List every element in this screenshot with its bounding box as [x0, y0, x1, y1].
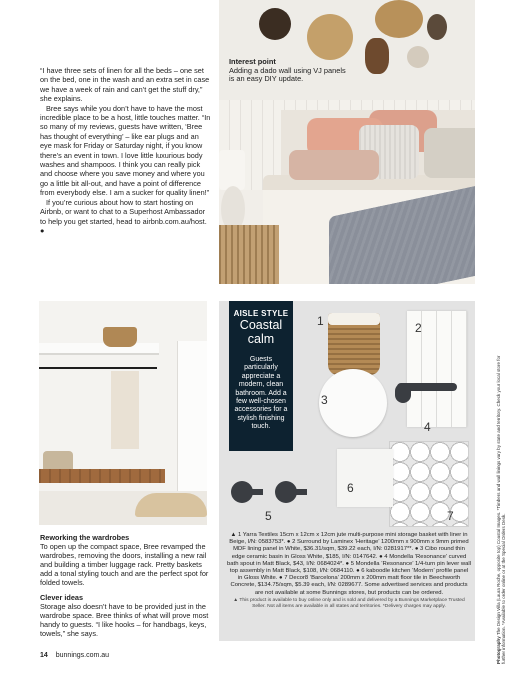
product-number-7: 7: [447, 509, 454, 523]
lamp-shade: [219, 150, 245, 190]
product-ceramic-basin: [319, 369, 387, 437]
product-list-text: ▲ 1 Yarra Textiles 15cm x 12cm x 12cm jute multi-purpose mini storage basket with liner in Beige, I/N: 0583753*. ● 2 Surround by Laminex ‘Heritage’ 1200mm x 900mm x 9mm primed MDF lining panel in White, $36.31/sqm, $39.22 each, I/N: 0281917**. ● 3 Cibo round thin edge ceramic basin in Gloss White, $185, I/N: 0147642. ● 4 Mondella ‘Resonance’ curved bath spout in Matt Black, $43, I/N: 0684024*. ● 5 Mondella ‘Resonance’ 1/4-turn pin lever wall top assembly in Matt Black, $108, I/N: 0684110. ● 6 kaboodle kitchen ‘Modern’ profile panel in Gloss White. ● 7 Decor8 ‘Barcelona’ 200mm x 200mm matt floor tile in Beechworth Concrete, $134.75/sqm, $5.39 each, I/N: 0289677. Some advertised services and products are not available at some Bunnings stores, but products can be ordered.: [227, 532, 472, 596]
wall-basket-1: [259, 8, 291, 40]
storage-caption-text: Storage also doesn’t have to be provided just in the wardrobe space. Bree thinks of what will prove most handy to guests. “I like hooks – for handbags, keys, towels,” she says.: [40, 601, 209, 638]
storage-caption-heading: Clever ideas: [40, 593, 83, 602]
product-wall-top-assembly: [275, 481, 297, 503]
hanging-robe: [111, 371, 139, 449]
aisle-style-label: AISLE STYLE: [233, 309, 289, 318]
photo-credit-text: The Design Villa (Laura Roche, opposite top) Coastal Images. *Timbers and wall linings vary by state and territory. Check your local store for further information. *Available to order online or at the Special Orders Desk.: [496, 355, 507, 664]
product-storage-basket: [328, 313, 380, 375]
page-footer: [40, 652, 109, 659]
article-body: [40, 66, 212, 235]
basket-liner: [328, 313, 380, 325]
wardrobe-caption: [40, 534, 210, 587]
product-wall-top-assembly: [231, 481, 253, 503]
wardrobe-photo: [39, 301, 207, 525]
wall-basket-6: [427, 14, 447, 40]
bedroom-photo: [219, 0, 475, 284]
product-floor-tile: [389, 441, 469, 527]
article-paragraph-1: “I have three sets of linen for all the beds – one set on the bed, one in the wash and an extra set in case we have a week of rain and can’t get the stuff dry,” she explains.: [40, 66, 210, 104]
interest-point-caption: [229, 58, 349, 84]
pillow: [289, 150, 379, 180]
aisle-style-panel: [219, 301, 475, 641]
pillow: [424, 128, 475, 178]
product-list: [227, 532, 471, 610]
shelf-basket: [103, 327, 137, 347]
product-profile-panel: [337, 449, 393, 507]
aisle-title-line-1: Coastal: [239, 318, 283, 332]
storage-caption: [40, 594, 210, 639]
timber-luggage-rack: [39, 469, 165, 483]
article-paragraph-2: Bree says while you don’t have to have the most incredible place to be a host, little touches matter. “In so many of my reviews, guests have written, ‘Bree has thought of everything’ – like ear plugs and an eye mask for Friday or Saturday night, if you know there’s an event in town. I love little luxurious body washes and shampoos. I think you can really pick and choose where you save money and where you go a little bit all-out, and have a point of difference from everybody else. I am a sucker for quality linen!”: [40, 103, 211, 198]
wardrobe-caption-text: To open up the compact space, Bree revamped the wardrobes, removing the doors, installing a new rail and building a timber luggage rack. Pretty baskets add a tonal styling touch and are the perfect spot for folded towels.: [40, 541, 209, 587]
floor-basket: [135, 493, 207, 517]
interest-point-heading: Interest point: [229, 57, 276, 66]
marketplace-note: ▲ This product is available to buy online only and is sold and delivered by a Bunnings Marketplace Trusted Seller. Not all items are available in all states and territories. *Delivery charges may apply.: [233, 597, 465, 609]
footer-site: bunnings.com.au: [55, 652, 110, 659]
wall-basket-3: [375, 0, 423, 38]
aisle-title-line-2: calm: [247, 332, 275, 346]
wardrobe-caption-heading: Reworking the wardrobes: [40, 533, 130, 542]
page-number: 14: [40, 652, 48, 659]
product-number-5: 5: [265, 509, 272, 523]
article-paragraph-3: If you’re curious about how to start hosting on Airbnb, or want to chat to a Superhost Ambassador to help you get started, head to airbnb.com.au/host. ●: [40, 197, 207, 235]
interest-point-text: Adding a dado wall using VJ panels is an easy DIY update.: [229, 65, 346, 84]
product-number-3: 3: [321, 393, 328, 407]
photo-credit: [496, 344, 507, 664]
bath-spout-mount: [395, 383, 411, 403]
wall-basket-4: [365, 38, 389, 74]
product-number-1: 1: [317, 314, 324, 328]
product-number-4: 4: [424, 420, 431, 434]
rattan-side-table: [219, 225, 279, 284]
wall-basket-5: [407, 46, 429, 68]
aisle-style-box: [229, 301, 293, 451]
hanging-rail: [39, 367, 157, 369]
aisle-description: Guests particularly appreciate a modern, clean bathroom. Add a few well-chosen accessories for a stylish finishing touch.: [234, 356, 288, 431]
photo-credit-label: Photography: [496, 636, 501, 664]
wardrobe-shelf: [39, 343, 159, 355]
product-number-6: 6: [347, 481, 354, 495]
wall-basket-2: [307, 14, 353, 60]
product-number-2: 2: [415, 321, 422, 335]
